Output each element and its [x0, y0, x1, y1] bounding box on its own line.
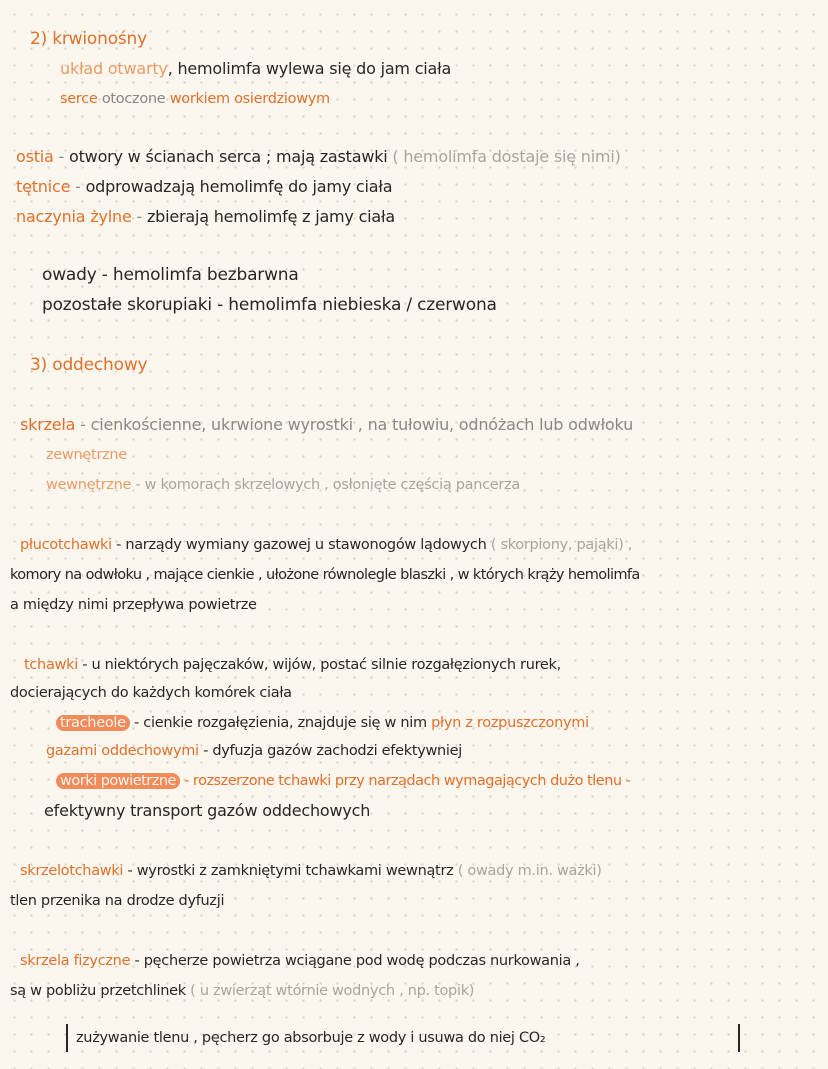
- tracheal-gills-line2: tlen przenika na drodze dyfuzji: [10, 893, 225, 909]
- tracheal-gills-term: skrzelotchawki: [20, 863, 124, 879]
- hemo-insects: owady - hemolimfa bezbarwna: [42, 265, 299, 285]
- gills-external: zewnętrzne: [46, 447, 127, 463]
- tracheoles-line: [56, 712, 589, 734]
- tracheae-text: - u niektórych pajęczaków, wijów, postać silnie rozgałęzionych rurek,: [77, 657, 561, 673]
- booklungs-text: - narządy wymiany gazowej u stawonogów lądowych: [111, 537, 487, 553]
- air-sacs-line2: efektywny transport gazów oddechowych: [44, 801, 371, 820]
- def-separator: -: [70, 177, 86, 196]
- def-ostia: [16, 146, 621, 168]
- air-sacs-text: - rozszerzone tchawki przy narządach wymagających dużo tlenu -: [179, 773, 631, 789]
- def-arteries: [16, 176, 392, 198]
- tracheoles-text: - cienkie rozgałęzienia, znajduje się w nim: [129, 715, 432, 731]
- def-separator: -: [53, 147, 70, 166]
- booklungs-note: ( skorpiony, pająki) ,: [486, 537, 633, 553]
- def-term: tętnice: [16, 177, 71, 196]
- section-heading-circulatory: 2) krwionośny: [30, 29, 147, 49]
- pericardium-term: workiem osierdziowym: [169, 91, 330, 107]
- def-term: ostia: [16, 147, 54, 166]
- gills-internal-term: wewnętrzne: [46, 477, 132, 493]
- heart-term: serce: [60, 91, 98, 107]
- def-text: zbierają hemolimfę z jamy ciała: [146, 207, 395, 226]
- physical-gills-term: skrzela fizyczne: [20, 953, 131, 969]
- tracheoles-fluid: płyn z rozpuszczonymi: [431, 715, 589, 731]
- tracheal-gills-note: ( owady m.in. ważki): [453, 863, 602, 879]
- air-sacs-highlight: worki powietrzne: [56, 773, 180, 789]
- air-sacs-line: [56, 770, 630, 792]
- booklungs-line: [20, 534, 632, 556]
- booklungs-line3: a między nimi przepływa powietrze: [10, 597, 257, 613]
- open-system-term: układ otwarty: [60, 59, 168, 78]
- tracheae-term: tchawki: [24, 657, 78, 673]
- tracheoles-diffusion-text: - dyfuzja gazów zachodzi efektywniej: [198, 743, 463, 759]
- physical-gills-note: ( u zwierząt wtórnie wodnych , np. topik): [185, 983, 475, 999]
- tracheoles-line2: [46, 740, 462, 762]
- def-separator: -: [131, 207, 147, 226]
- tracheal-gills-text: - wyrostki z zamkniętymi tchawkami wewnątrz: [123, 863, 454, 879]
- booklungs-line2: komory na odwłoku , mające cienkie , ułożone równolegle blaszki , w których krąży hemolimfa: [10, 567, 640, 583]
- physical-gills-text: - pęcherze powietrza wciągane pod wodę podczas nurkowania ,: [130, 953, 580, 969]
- physical-gills-line: [20, 950, 580, 972]
- heart-line: [60, 88, 330, 110]
- booklungs-term: płucotchawki: [20, 537, 112, 553]
- gills-internal-text: - w komorach skrzelowych , osłonięte częścią pancerza: [131, 477, 520, 493]
- gills-text: - cienkościenne, ukrwione wyrostki , na tułowiu, odnóżach lub odwłoku: [75, 415, 634, 434]
- def-term: naczynia żylne: [16, 207, 132, 226]
- def-text: otwory w ścianach serca ; mają zastawki: [69, 147, 388, 166]
- tracheal-gills-line: [20, 860, 602, 882]
- section-heading-respiratory: 3) oddechowy: [30, 355, 148, 375]
- tracheae-line: [24, 654, 561, 676]
- hemo-others: pozostałe skorupiaki - hemolimfa niebieska / czerwona: [42, 295, 497, 315]
- def-text: odprowadzają hemolimfę do jamy ciała: [85, 177, 393, 196]
- open-system-text: , hemolimfa wylewa się do jam ciała: [167, 59, 452, 78]
- oxygen-note-text: zużywanie tlenu , pęcherz go absorbuje z wody i usuwa do niej CO₂: [76, 1030, 546, 1046]
- open-system-line: [60, 58, 451, 80]
- spiracles-text: są w pobliżu przetchlinek: [10, 983, 186, 999]
- heart-surrounded: otoczone: [101, 91, 166, 107]
- gills-term: skrzela: [20, 415, 76, 434]
- gills-internal-line: [46, 474, 520, 496]
- gills-line: [20, 414, 633, 436]
- tracheae-line2: docierających do każdych komórek ciała: [10, 685, 292, 701]
- physical-gills-line2: [10, 980, 474, 1002]
- def-note: ( hemolimfa dostaje się nimi): [387, 147, 621, 166]
- def-veins: [16, 206, 395, 228]
- respiratory-gases-term: gazami oddechowymi: [46, 743, 199, 759]
- tracheoles-highlight: tracheole: [56, 715, 130, 731]
